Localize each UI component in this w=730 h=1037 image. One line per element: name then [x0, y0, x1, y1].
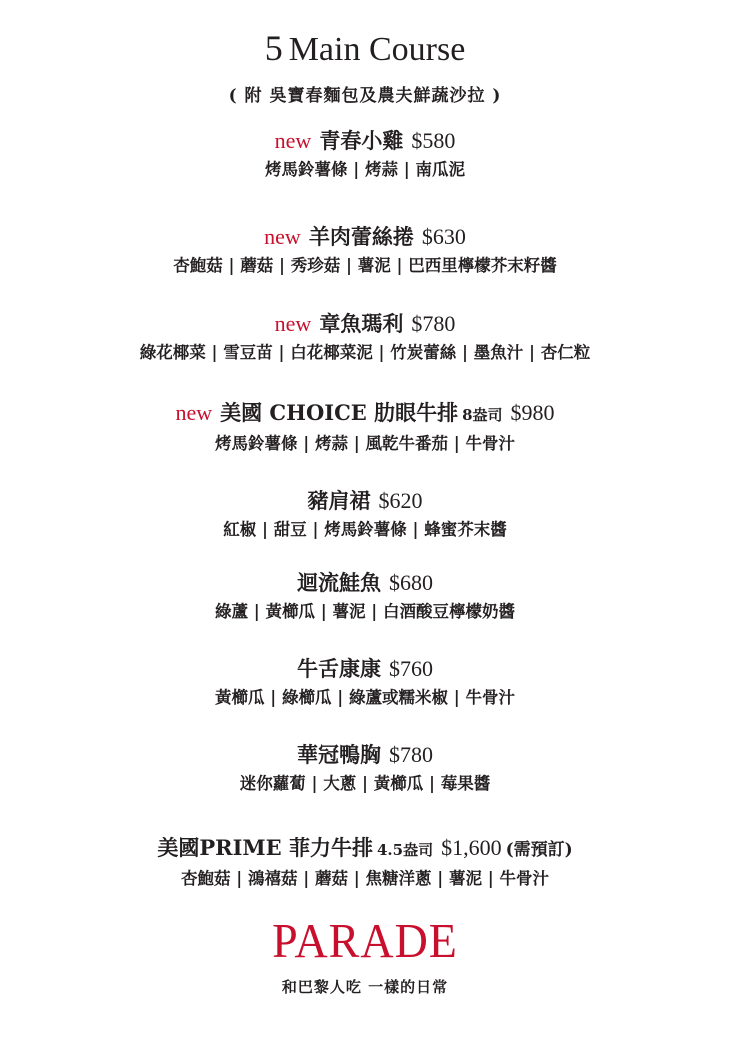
menu-item-title [0, 568, 730, 598]
menu-item-description: 綠蘆 | 黃櫛瓜 | 薯泥 | 白酒酸豆檸檬奶醬 [215, 602, 515, 621]
menu-item-name: 華冠鴨胸 [297, 742, 381, 767]
new-badge: new [175, 400, 213, 425]
menu-item-price: $980 [510, 400, 555, 425]
menu-item-description: 杏鮑菇 | 鴻禧菇 | 蘑菇 | 焦糖洋蔥 | 薯泥 | 牛骨汁 [181, 869, 549, 888]
new-badge: new [274, 128, 312, 153]
menu-item [0, 740, 730, 797]
menu-item-name: 豬肩裙 [307, 488, 371, 513]
course-name: Main Course [288, 31, 466, 68]
menu-item-description: 黃櫛瓜 | 綠櫛瓜 | 綠蘆或糯米椒 | 牛骨汁 [215, 688, 515, 707]
menu-item-price: $760 [389, 656, 433, 681]
menu-item [0, 654, 730, 711]
menu-item-title [0, 486, 730, 516]
menu-item-name: 美國 CHOICE 肋眼牛排 [220, 400, 459, 425]
new-badge: new [274, 311, 312, 336]
menu-item-price: $630 [421, 224, 466, 249]
menu-item-name: 美國PRIME 菲力牛排 [157, 835, 373, 860]
menu-item-price: $780 [411, 311, 456, 336]
course-title [0, 28, 730, 70]
menu-item-name: 青春小雞 [319, 128, 404, 153]
menu-item-price: $680 [389, 570, 433, 595]
menu-item-title [0, 309, 730, 339]
menu-item-price: $1,600 [441, 835, 502, 860]
menu-item-title [0, 126, 730, 156]
menu-item-name: 章魚瑪利 [319, 311, 404, 336]
menu-item-title [0, 654, 730, 684]
menu-item-title [0, 222, 730, 252]
course-header [0, 28, 730, 108]
menu-item-unit: 4.5盎司 [376, 841, 434, 859]
footer [0, 915, 730, 997]
menu-item-note: (需預訂) [505, 840, 573, 860]
menu-item-price: $620 [378, 488, 423, 513]
course-number: 5 [264, 28, 283, 68]
menu-item-description: 迷你蘿蔔 | 大蔥 | 黃櫛瓜 | 莓果醬 [239, 774, 491, 793]
tagline: 和巴黎人吃 一樣的日常 [281, 978, 449, 996]
menu-item-title [0, 740, 730, 770]
menu-item-description: 烤馬鈴薯條 | 烤蒜 | 南瓜泥 [265, 160, 465, 179]
menu-item-name: 羊肉蕾絲捲 [308, 224, 414, 249]
parade-logo: PARADE [272, 913, 458, 968]
new-badge: new [264, 224, 301, 249]
course-subtitle: ( 附 吳寶春麵包及農夫鮮蔬沙拉 ) [228, 86, 502, 106]
menu-item [0, 486, 730, 543]
menu-item [0, 126, 730, 183]
menu-item-title [0, 833, 730, 865]
menu-item-unit: 8盎司 [462, 406, 503, 424]
menu-item-description: 綠花椰菜 | 雪豆苗 | 白花椰菜泥 | 竹炭蕾絲 | 墨魚汁 | 杏仁粒 [139, 343, 591, 362]
menu-item-description: 杏鮑菇 | 蘑菇 | 秀珍菇 | 薯泥 | 巴西里檸檬芥末籽醬 [173, 256, 557, 275]
menu-item [0, 309, 730, 366]
menu-item [0, 833, 730, 892]
menu-item-price: $780 [389, 742, 433, 767]
menu-item-name: 迴流鮭魚 [297, 570, 381, 595]
menu-item-name: 牛舌康康 [297, 656, 381, 681]
menu-item-title [0, 398, 730, 430]
menu-item-description: 烤馬鈴薯條 | 烤蒜 | 風乾牛番茄 | 牛骨汁 [215, 434, 515, 453]
menu-item-description: 紅椒 | 甜豆 | 烤馬鈴薯條 | 蜂蜜芥末醬 [223, 520, 507, 539]
menu-item-price: $580 [411, 128, 456, 153]
menu-item [0, 568, 730, 625]
menu-item [0, 398, 730, 457]
menu-item [0, 222, 730, 279]
